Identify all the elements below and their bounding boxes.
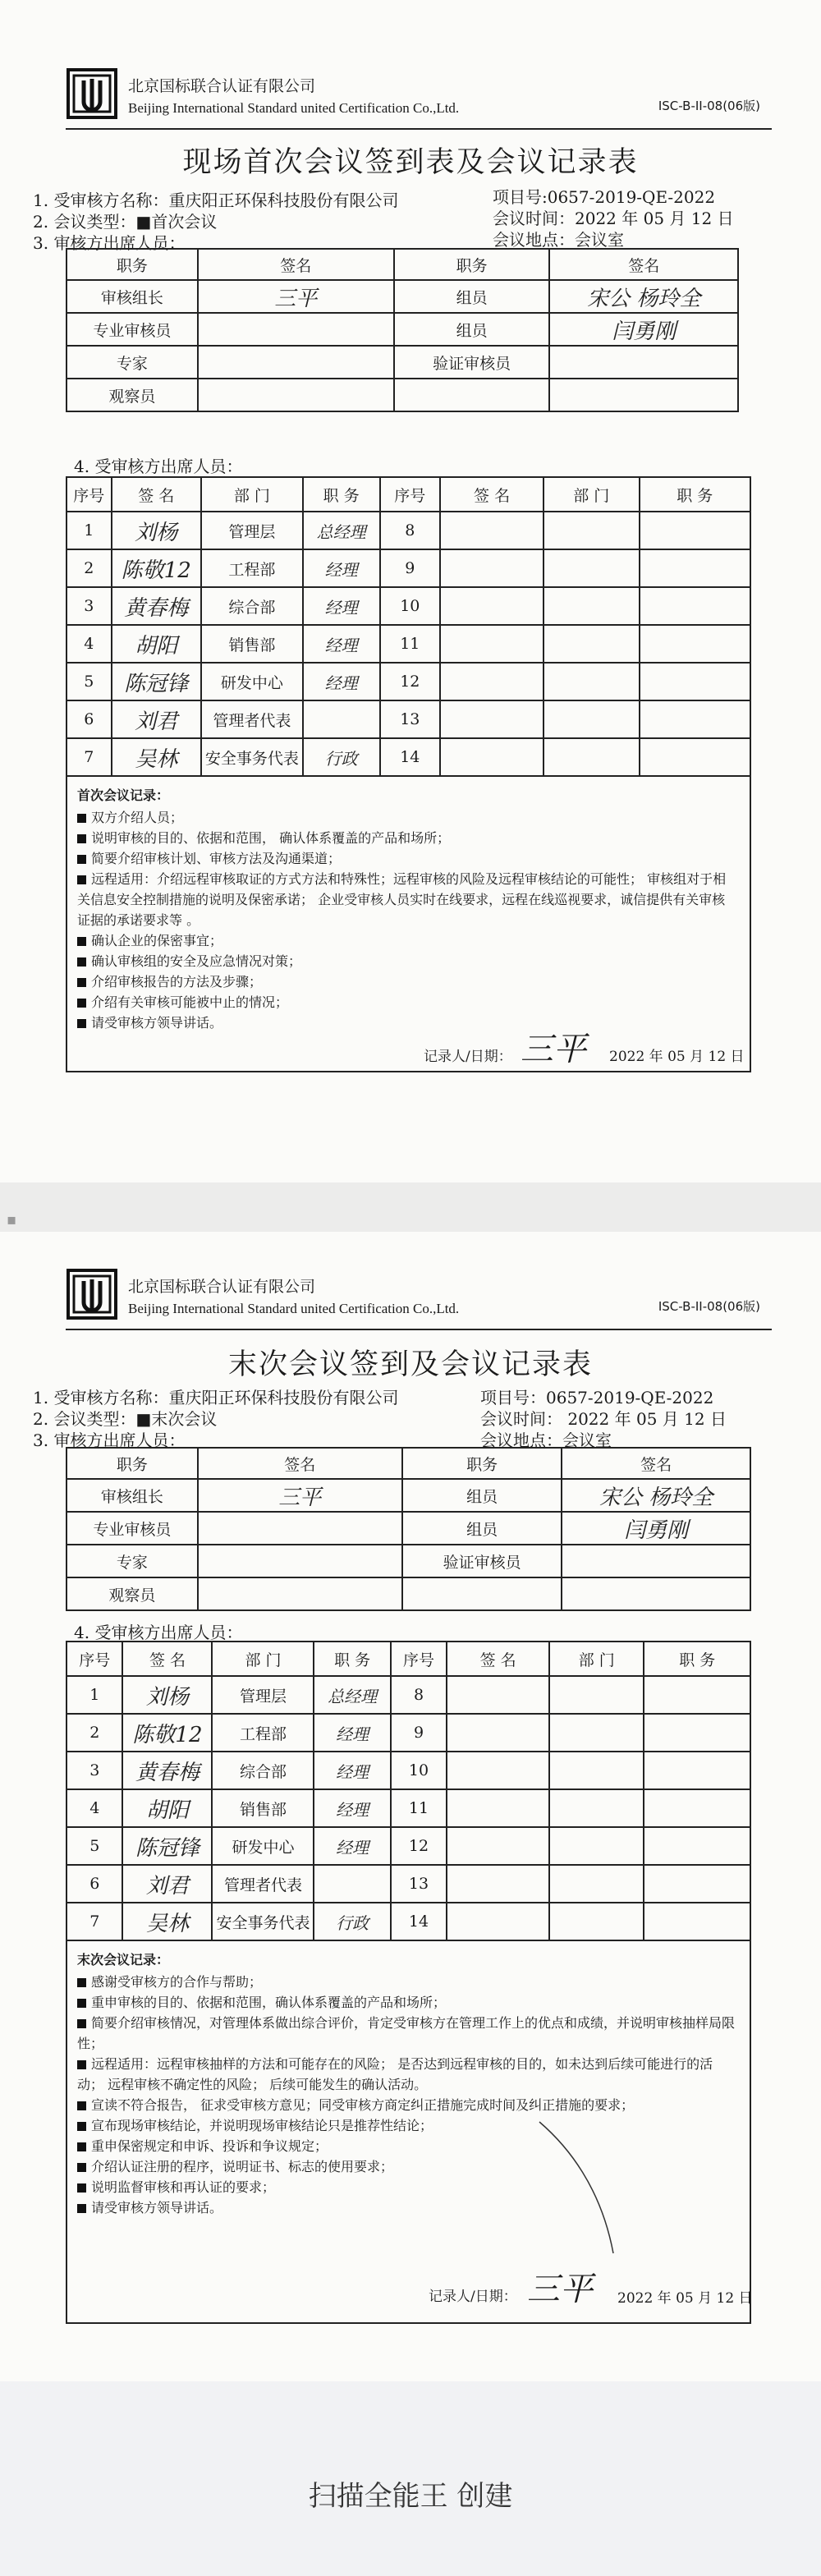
checkbox-icon [77,875,86,884]
att-dept: 管理层 [212,1676,314,1714]
team-signature: 宋公 杨玲全 [562,1479,750,1512]
note-item: 确认审核组的安全及应急情况对策； [77,951,738,971]
att-seq: 14 [380,738,441,776]
team-signature [549,346,738,379]
att-seq: 11 [380,625,441,663]
att-header: 签 名 [112,477,201,512]
att-dept: 管理层 [201,512,303,549]
att-dept: 工程部 [212,1714,314,1752]
meeting-type: 2. 会议类型：■末次会议 [33,1409,218,1429]
notes-title: 末次会议记录： [77,1952,170,1968]
attendees-label: 4. 受审核方出席人员： [74,457,243,476]
att-position: 行政 [314,1903,390,1940]
att-position: 总经理 [303,512,380,549]
att-dept: 安全事务代表 [212,1903,314,1940]
team-role: 观察员 [67,1577,198,1610]
att-seq: 13 [380,700,441,738]
checkbox-icon [77,2101,86,2110]
note-item: 简要介绍审核计划、审核方法及沟通渠道； [77,848,738,869]
team-signature [198,1545,402,1577]
att-dept: 综合部 [201,587,303,625]
note-item: 确认企业的保密事宜； [77,930,738,951]
checkbox-icon [77,2142,86,2151]
audit-team-label: 3. 审核方出席人员： [33,1430,186,1450]
org-name-cn: 北京国标联合认证有限公司 [128,77,316,95]
team-role: 组员 [402,1512,562,1545]
att-position [314,1865,390,1903]
att-position: 经理 [314,1752,390,1789]
recorder-label: 记录人/日期： [429,2289,517,2305]
meeting-time: 会议时间： 2022 年 05 月 12 日 [480,1409,727,1429]
att-position: 经理 [314,1714,390,1752]
letterhead [66,1265,772,1330]
att-signature: 陈敬12 [122,1714,212,1752]
org-logo-icon [66,1268,118,1320]
team-role: 审核组长 [67,280,198,313]
checkbox-icon [77,2204,86,2213]
team-header: 签名 [562,1448,750,1479]
att-header: 部 门 [549,1642,644,1676]
org-logo-icon [66,67,118,120]
team-header: 签名 [198,249,394,280]
att-seq: 2 [67,1714,122,1752]
team-role: 专业审核员 [67,313,198,346]
att-seq: 13 [391,1865,447,1903]
att-dept: 安全事务代表 [201,738,303,776]
att-seq: 8 [380,512,441,549]
recorder-label: 记录人/日期： [424,1049,512,1065]
att-seq: 9 [380,549,441,587]
checkbox-icon [77,2183,86,2193]
checkbox-icon [77,978,86,987]
att-position: 经理 [314,1827,390,1865]
org-name-en: Beijing International Standard united Certification Co.,Ltd. [128,100,460,116]
att-dept: 综合部 [212,1752,314,1789]
team-signature [549,379,738,411]
checkbox-icon [77,855,86,864]
note-item: 宣布现场审核结论，并说明现场审核结论只是推荐性结论； [77,2115,738,2136]
team-role: 观察员 [67,379,198,411]
attendees-label: 4. 受审核方出席人员： [74,1623,243,1642]
att-position: 经理 [303,549,380,587]
att-seq: 3 [67,587,112,625]
notes-title: 首次会议记录： [77,787,170,803]
att-seq: 12 [391,1827,447,1865]
att-seq: 4 [67,1789,122,1827]
att-signature: 黄春梅 [122,1752,212,1789]
checkbox-icon [77,957,86,967]
att-position [303,700,380,738]
note-item: 介绍认证注册的程序，说明证书、标志的使用要求； [77,2156,738,2177]
note-item: 远程适用：介绍远程审核取证的方式方法和特殊性；远程审核的风险及远程审核结论的可能性； 审核组对于相关信息安全控制措施的说明及保密承诺； 企业受审核人员实时在线要求，远程在线巡视要求，诚信提供有关审核证据的承诺要求等 。 [77,871,727,928]
audit-team-table [66,1447,751,1611]
team-header: 职务 [394,249,550,280]
team-signature [198,379,394,411]
team-role: 验证审核员 [394,346,550,379]
page-title: 末次会议签到及会议记录表 [227,1348,593,1381]
att-header: 职 务 [644,1642,750,1676]
att-seq: 5 [67,1827,122,1865]
team-header: 职务 [67,1448,198,1479]
att-position: 经理 [303,663,380,700]
att-header: 序号 [391,1642,447,1676]
note-item: 重申保密规定和申诉、投诉和争议规定； [77,2136,738,2156]
team-signature [198,313,394,346]
att-dept: 销售部 [212,1789,314,1827]
att-seq: 4 [67,625,112,663]
att-seq: 10 [391,1752,447,1789]
att-signature: 刘君 [122,1865,212,1903]
note-item: 介绍审核报告的方法及步骤； [77,971,738,992]
att-seq: 6 [67,1865,122,1903]
team-role: 审核组长 [67,1479,198,1512]
att-seq: 14 [391,1903,447,1940]
team-signature: 三平 [198,280,394,313]
att-dept: 研发中心 [201,663,303,700]
team-signature: 宋公 杨玲全 [549,280,738,313]
att-header: 职 务 [640,477,750,512]
att-position: 总经理 [314,1676,390,1714]
checkbox-icon [77,2060,86,2069]
att-dept: 销售部 [201,625,303,663]
note-item: 说明审核的目的、依据和范围， 确认体系覆盖的产品和场所； [77,828,738,848]
att-header: 签 名 [440,477,544,512]
pen-stroke-mark [535,2114,626,2261]
att-signature: 陈敬12 [112,549,201,587]
audit-team-label: 3. 审核方出席人员： [33,233,186,253]
team-role: 组员 [394,313,550,346]
att-seq: 12 [380,663,441,700]
checkbox-icon [77,2019,86,2028]
checkbox-icon [77,2163,86,2172]
att-header: 职 务 [303,477,380,512]
att-dept: 工程部 [201,549,303,587]
team-role [402,1577,562,1610]
att-signature: 胡阳 [112,625,201,663]
team-signature [562,1545,750,1577]
auditee-name: 1. 受审核方名称：重庆阳正环保科技股份有限公司 [33,1388,399,1407]
att-signature: 刘杨 [122,1676,212,1714]
att-seq: 10 [380,587,441,625]
att-dept: 研发中心 [212,1827,314,1865]
note-item: 请受审核方领导讲话。 [77,1012,738,1033]
auditee-name: 1. 受审核方名称：重庆阳正环保科技股份有限公司 [33,191,399,210]
project-number: 项目号：0657-2019-QE-2022 [480,1388,714,1407]
att-signature: 陈冠锋 [122,1827,212,1865]
doc-number: ISC-B-II-08(06版) [658,99,760,113]
checkbox-icon [77,2122,86,2131]
org-name-cn: 北京国标联合认证有限公司 [128,1278,316,1296]
att-header: 部 门 [544,477,639,512]
att-signature: 刘君 [112,700,201,738]
meeting-notes [66,777,751,1072]
att-seq: 6 [67,700,112,738]
att-position: 经理 [303,587,380,625]
att-seq: 8 [391,1676,447,1714]
team-role [394,379,550,411]
att-dept: 管理者代表 [212,1865,314,1903]
meeting-place: 会议地点：会议室 [493,230,624,250]
att-signature: 陈冠锋 [112,663,201,700]
att-header: 职 务 [314,1642,390,1676]
team-role: 组员 [394,280,550,313]
att-header: 部 门 [201,477,303,512]
team-role: 组员 [402,1479,562,1512]
team-signature [198,1577,402,1610]
team-signature: 闫勇刚 [562,1512,750,1545]
att-header: 序号 [67,477,112,512]
team-role: 验证审核员 [402,1545,562,1577]
note-item: 说明监督审核和再认证的要求； [77,2177,738,2197]
team-signature: 三平 [198,1479,402,1512]
page-title: 现场首次会议签到表及会议记录表 [182,146,639,179]
note-item: 远程适用：远程审核抽样的方法和可能存在的风险； 是否达到远程审核的目的，如未达到后续可能进行的活动； 远程审核不确定性的风险； 后续可能发生的确认活动。 [77,2056,713,2092]
meeting-place: 会议地点：会议室 [480,1430,612,1450]
checkbox-icon [77,814,86,823]
team-signature [198,346,394,379]
team-role: 专家 [67,346,198,379]
att-seq: 1 [67,1676,122,1714]
checkbox-icon [77,1999,86,2008]
att-signature: 刘杨 [112,512,201,549]
team-header: 签名 [198,1448,402,1479]
recorder-signature: 三平 [521,1031,586,1068]
meeting-type: 2. 会议类型：■首次会议 [33,212,218,232]
att-header: 部 门 [212,1642,314,1676]
team-signature: 闫勇刚 [549,313,738,346]
att-seq: 2 [67,549,112,587]
record-date: 2022 年 05 月 12 日 [609,1049,745,1065]
att-seq: 1 [67,512,112,549]
att-seq: 7 [67,1903,122,1940]
record-date: 2022 年 05 月 12 日 [617,2290,753,2307]
att-signature: 胡阳 [122,1789,212,1827]
checkbox-icon [77,834,86,843]
org-name-en: Beijing International Standard united Certification Co.,Ltd. [128,1301,460,1316]
project-number: 项目号:0657-2019-QE-2022 [493,187,716,207]
doc-number: ISC-B-II-08(06版) [658,1299,760,1314]
att-signature: 吴林 [122,1903,212,1940]
note-item: 请受审核方领导讲话。 [77,2197,738,2218]
team-header: 职务 [67,249,198,280]
att-dept: 管理者代表 [201,700,303,738]
checkbox-icon [77,1019,86,1028]
note-item: 简要介绍审核情况，对管理体系做出综合评价，肯定受审核方在管理工作上的优点和成绩，并说明审核抽样局限性； [77,2015,736,2051]
team-header: 职务 [402,1448,562,1479]
att-signature: 黄春梅 [112,587,201,625]
scanner-watermark-band [0,2381,821,2576]
att-header: 序号 [67,1642,122,1676]
att-header: 签 名 [122,1642,212,1676]
audit-team-table [66,248,739,412]
note-item: 双方介绍人员； [77,807,738,828]
checkbox-icon [77,1978,86,1987]
note-item: 介绍有关审核可能被中止的情况； [77,992,738,1012]
note-item: 重申审核的目的、依据和范围，确认体系覆盖的产品和场所； [77,1992,738,2013]
att-header: 序号 [380,477,441,512]
team-role: 专业审核员 [67,1512,198,1545]
meeting-notes [66,1941,751,2324]
scanner-watermark-text: 扫描全能王 创建 [308,2480,513,2513]
att-seq: 7 [67,738,112,776]
team-header: 签名 [549,249,738,280]
att-seq: 5 [67,663,112,700]
att-seq: 9 [391,1714,447,1752]
att-seq: 3 [67,1752,122,1789]
meeting-time: 会议时间：2022 年 05 月 12 日 [493,209,734,228]
att-seq: 11 [391,1789,447,1827]
team-signature [562,1577,750,1610]
note-item: 感谢受审核方的合作与帮助； [77,1972,738,1992]
att-position: 经理 [303,625,380,663]
letterhead [66,64,772,130]
att-position: 经理 [314,1789,390,1827]
att-position: 行政 [303,738,380,776]
final-meeting-page [0,1232,821,2381]
attendees-table [66,476,751,777]
att-header: 签 名 [447,1642,549,1676]
first-meeting-page: 北京国标联合认证有限公司 Beijing International Standard united Certification Co.,Ltd. ISC-B-II-08(06版) 现场首次会议签到表及会议记录表 1. 受审核方名称：重庆阳正环保科技股份有限公司 项目号:0657-2019-QE-2022 2. 会议类型：■首次会议 会议时间：2022 年 05 月 12 日 3. 审核方出席人员： 会议地点：会议室 职务 签名 职务 签名 审核组长 三平 组员 宋公 杨玲全 专业审核员 组员 闫勇刚 专家 验证审核员 观察员 4. 受审核方出席人员： 序号 签 名 部 门 职 务 序号 签 名 部 门 职 务 1 刘杨 管理层 总经理 8 2 陈敬12 工程部 经理 9 3 黄春梅 综合部 经理 10 4 胡阳 销售部 经理 11 5 陈冠锋 研发中心 经理 12 6 刘君 管理者代表 13 7 吴林 安全事务代表 行政 14 首次会议记录： 双方介绍人员； 说明审核的目的、依据和范围， 确认体系覆盖的产品和场所； 简要介绍审核计划、审核方法及沟通渠道； 远程适用：介绍远程审核取证的方式方法和特殊性；远程审核的风险及远程审核结论的可能性； 审核组对于相关信息安全控制措施的说明及保密承诺； 企业受审核人员实时在线要求，远程在线巡视要求，诚信提供有关审核证据的承诺要求等 。 确认企业的保密事宜； 确认审核组的安全及应急情况对策； 介绍审核报告的方法及步骤； 介绍有关审核可能被中止的情况； 请受审核方领导讲话。 记录人/日期： 三平 2022 年 05 月 12 日 ▪ [0,0,821,1182]
team-signature [198,1512,402,1545]
recorder-signature: 三平 [527,2271,593,2308]
checkbox-icon [77,937,86,946]
note-item: 宣读不符合报告， 征求受审核方意见；同受审核方商定纠正措施完成时间及纠正措施的要求； [77,2095,738,2115]
attendees-table [66,1641,751,1941]
checkbox-icon [77,999,86,1008]
team-role: 专家 [67,1545,198,1577]
att-signature: 吴林 [112,738,201,776]
